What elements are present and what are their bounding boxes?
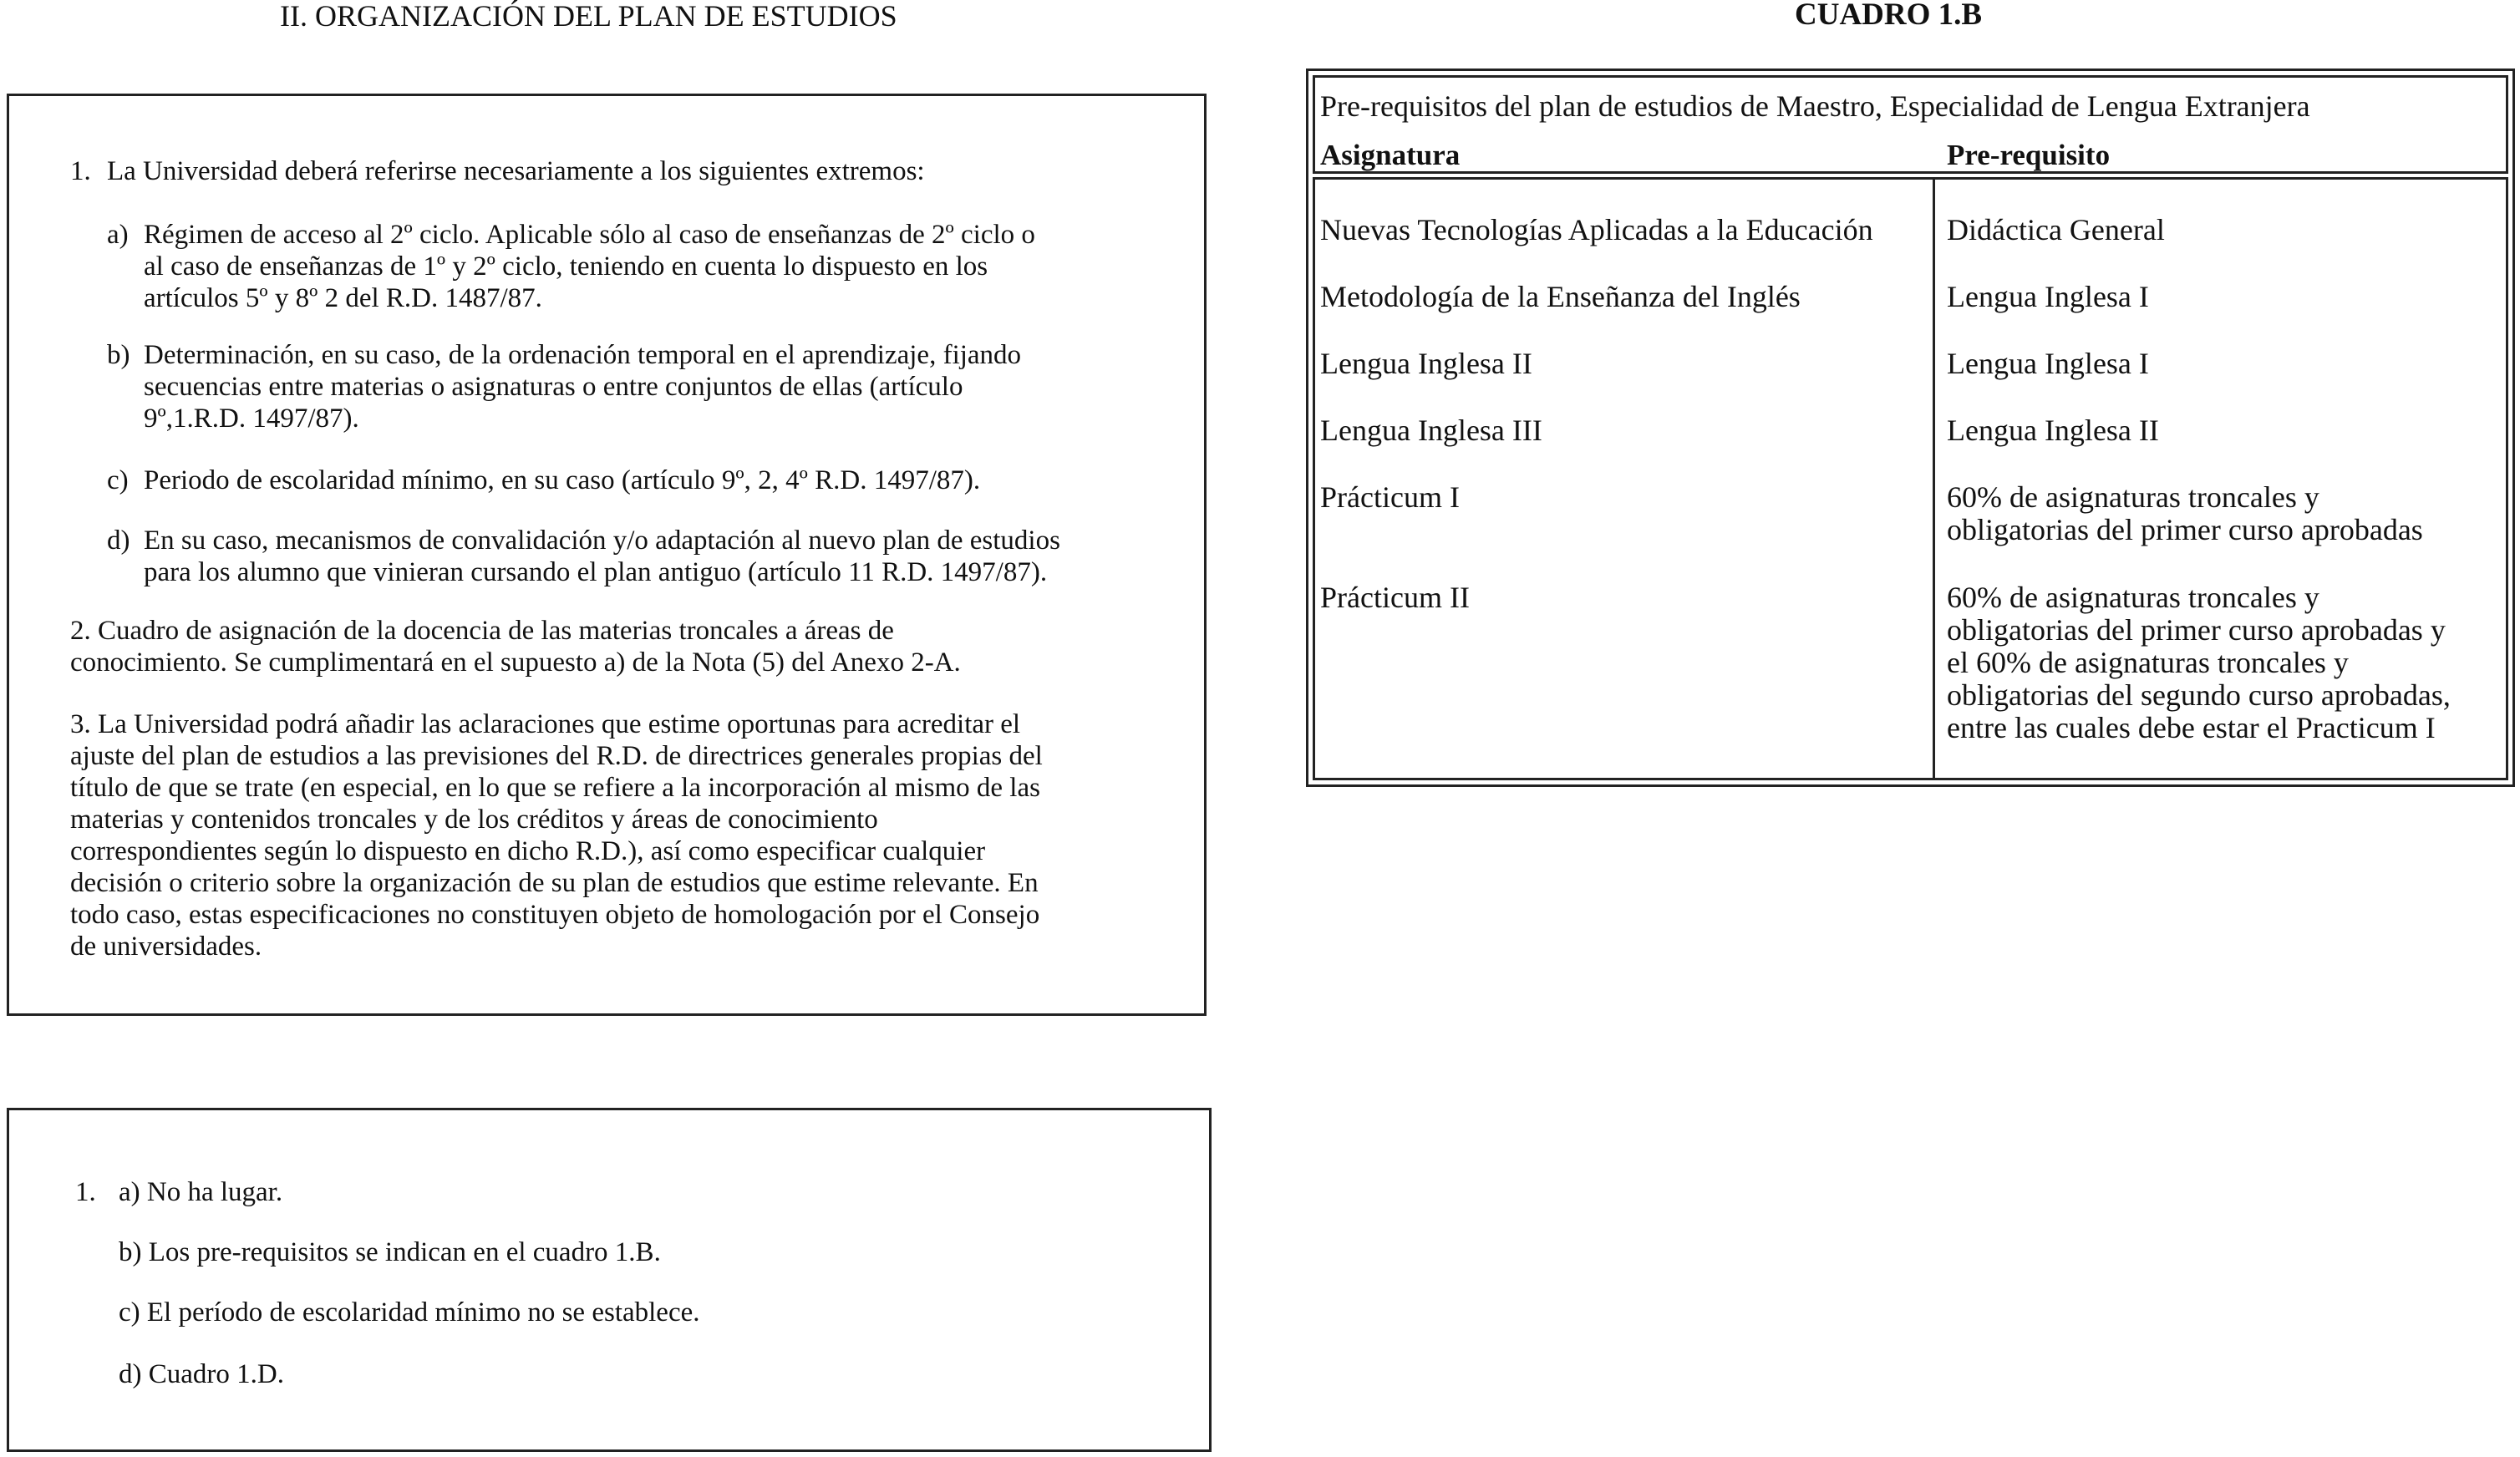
table-row-3-prerequisite: Lengua Inglesa I <box>1947 347 2149 380</box>
table-row-6-prerequisite-line-3: el 60% de asignaturas troncales y <box>1947 646 2349 679</box>
table-row-4-subject: Lengua Inglesa III <box>1320 414 1542 447</box>
item-b-line-2: secuencias entre materias o asignaturas o entre conjuntos de ellas (artículo <box>144 372 963 402</box>
answer-number: 1. <box>75 1177 96 1207</box>
answer-d: d) Cuadro 1.D. <box>119 1359 284 1389</box>
item-b-label: b) <box>107 340 130 370</box>
item-c-line-1: Periodo de escolaridad mínimo, en su caso (artículo 9º, 2, 4º R.D. 1497/87). <box>144 465 981 495</box>
column-divider <box>1933 177 1935 780</box>
item3-line-7: todo caso, estas especificaciones no constituyen objeto de homologación por el Consejo <box>70 900 1040 930</box>
item3-line-3: título de que se trate (en especial, en lo que se refiere a la incorporación al mismo de las <box>70 773 1040 803</box>
item-a-label: a) <box>107 220 129 250</box>
item-d-line-2: para los alumno que vinieran cursando el plan antiguo (artículo 11 R.D. 1497/87). <box>144 557 1048 587</box>
table-row-6-prerequisite-line-1: 60% de asignaturas troncales y <box>1947 581 2319 614</box>
item-a-line-2: al caso de enseñanzas de 1º y 2º ciclo, teniendo en cuenta lo dispuesto en los <box>144 251 988 282</box>
table-row-5-subject: Prácticum I <box>1320 480 1460 514</box>
table-row-5-prerequisite-line-1: 60% de asignaturas troncales y <box>1947 480 2319 514</box>
table-row-2-subject: Metodología de la Enseñanza del Inglés <box>1320 280 1801 313</box>
item-a-line-1: Régimen de acceso al 2º ciclo. Aplicable sólo al caso de enseñanzas de 2º ciclo o <box>144 220 1035 250</box>
item3-line-6: decisión o criterio sobre la organización de su plan de estudios que estime relevante. En <box>70 868 1039 898</box>
table-caption: Pre-requisitos del plan de estudios de Maestro, Especialidad de Lengua Extranjera <box>1320 89 2310 123</box>
item-d-label: d) <box>107 525 130 556</box>
item3-line-2: ajuste del plan de estudios a las previsiones del R.D. de directrices generales propias del <box>70 741 1043 771</box>
answer-c: c) El período de escolaridad mínimo no se establece. <box>119 1297 700 1328</box>
answer-b: b) Los pre-requisitos se indican en el cuadro 1.B. <box>119 1237 661 1267</box>
item-d-line-1: En su caso, mecanismos de convalidación y/o adaptación al nuevo plan de estudios <box>144 525 1060 556</box>
answers-box <box>7 1108 1212 1452</box>
item1-text: La Universidad deberá referirse necesariamente a los siguientes extremos: <box>107 156 925 186</box>
item-c-label: c) <box>107 465 129 495</box>
answer-a: a) No ha lugar. <box>119 1177 283 1207</box>
column-header-prerequisite: Pre-requisito <box>1947 139 2111 171</box>
table-row-5-prerequisite-line-2: obligatorias del primer curso aprobadas <box>1947 513 2423 546</box>
table-row-6-prerequisite-line-4: obligatorias del segundo curso aprobadas, <box>1947 678 2451 712</box>
table-title: CUADRO 1.B <box>1795 0 1983 32</box>
item1-number: 1. <box>70 156 91 186</box>
column-header-subject: Asignatura <box>1320 139 1461 171</box>
item-b-line-1: Determinación, en su caso, de la ordenación temporal en el aprendizaje, fijando <box>144 340 1022 370</box>
item3-line-4: materias y contenidos troncales y de los créditos y áreas de conocimiento <box>70 805 878 835</box>
item3-line-1: 3. La Universidad podrá añadir las aclaraciones que estime oportunas para acreditar el <box>70 709 1021 739</box>
item-b-line-3: 9º,1.R.D. 1497/87). <box>144 404 359 434</box>
item3-line-8: de universidades. <box>70 932 262 962</box>
table-row-4-prerequisite: Lengua Inglesa II <box>1947 414 2159 447</box>
page-title: II. ORGANIZACIÓN DEL PLAN DE ESTUDIOS <box>280 0 897 33</box>
table-row-3-subject: Lengua Inglesa II <box>1320 347 1532 380</box>
item2-line-2: conocimiento. Se cumplimentará en el supuesto a) de la Nota (5) del Anexo 2-A. <box>70 647 961 678</box>
table-row-1-prerequisite: Didáctica General <box>1947 213 2165 246</box>
table-row-1-subject: Nuevas Tecnologías Aplicadas a la Educación <box>1320 213 1873 246</box>
table-row-2-prerequisite: Lengua Inglesa I <box>1947 280 2149 313</box>
item3-line-5: correspondientes según lo dispuesto en dicho R.D.), así como especificar cualquier <box>70 836 986 866</box>
table-row-6-subject: Prácticum II <box>1320 581 1470 614</box>
item2-line-1: 2. Cuadro de asignación de la docencia de las materias troncales a áreas de <box>70 616 894 646</box>
item-a-line-3: artículos 5º y 8º 2 del R.D. 1487/87. <box>144 283 542 313</box>
table-row-6-prerequisite-line-5: entre las cuales debe estar el Practicum I <box>1947 711 2436 744</box>
table-row-6-prerequisite-line-2: obligatorias del primer curso aprobadas y <box>1947 613 2446 647</box>
